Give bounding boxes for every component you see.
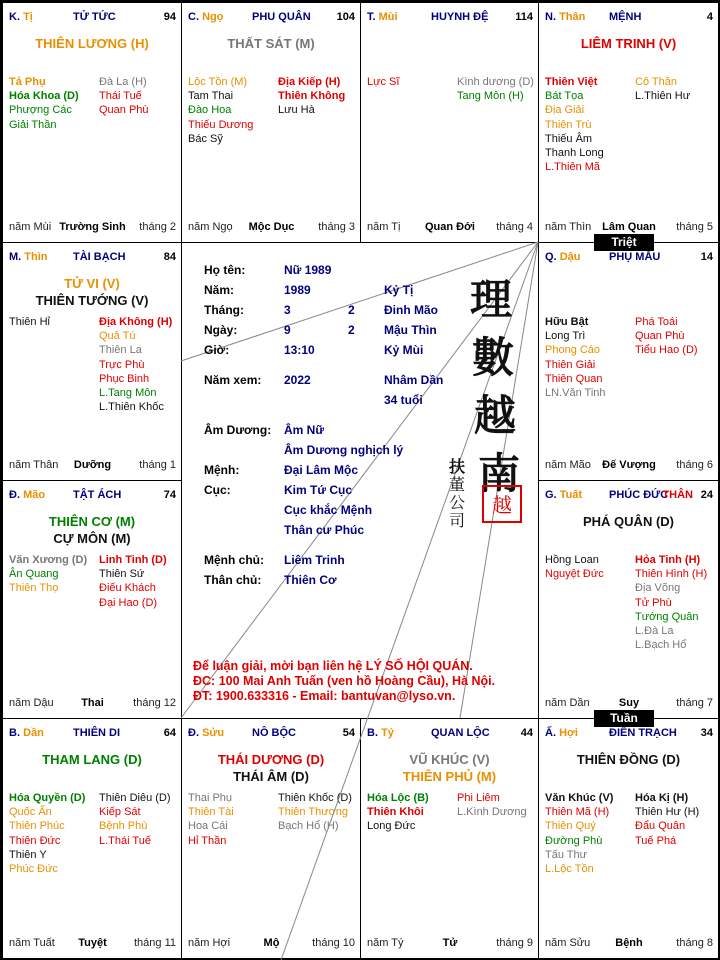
minor-star: Quan Phù	[635, 330, 685, 343]
palace-number: 64	[163, 727, 176, 739]
life-stage: Mộc Dục	[248, 221, 295, 233]
minor-star: Lưu Hà	[278, 104, 315, 117]
month-label: tháng 4	[496, 221, 533, 233]
minor-star: Tấu Thư	[545, 848, 588, 861]
day-can: Mậu Thìn	[384, 323, 437, 337]
branch-label: Mùi	[378, 11, 398, 23]
minor-star: Hồng Loan	[545, 554, 599, 566]
contact-info	[193, 659, 495, 704]
svg-text:數: 數	[471, 333, 515, 382]
can-label: Ấ.	[545, 727, 556, 739]
year-range: năm Dần	[545, 697, 590, 709]
palace-number: 94	[163, 11, 176, 23]
minor-star: Thai Phụ	[188, 792, 233, 804]
minor-star: Thiên Tài	[188, 806, 234, 819]
month-label: tháng 6	[676, 459, 713, 471]
minor-star: Địa Giải	[545, 104, 585, 117]
minor-star: Bát Tọa	[545, 90, 584, 103]
minor-star: Tam Thai	[188, 90, 234, 103]
minor-star: Đà La (H)	[99, 76, 147, 88]
minor-star: Tuế Phá	[635, 834, 677, 847]
life-stage: Bệnh	[615, 937, 643, 949]
minor-star: Thiên Khôi	[367, 806, 424, 819]
palace-number: 14	[700, 251, 713, 263]
svg-text:公: 公	[448, 493, 466, 512]
palace-name: TÀI BẠCH	[73, 251, 126, 263]
life-stage: Suy	[618, 697, 640, 709]
amduong-value: Âm Nữ	[284, 423, 325, 437]
thanchu-value: Thiên Cơ	[284, 573, 337, 587]
year-range: năm Thân	[9, 459, 59, 471]
minor-star: L.Thiên Mã	[545, 161, 601, 174]
contact-line-2: ĐC: 100 Mai Anh Tuấn (ven hồ Hoàng Cầu), Hà Nội.	[193, 674, 496, 688]
minor-star: Hoa Cái	[188, 820, 228, 833]
minor-star: Thiên Hình (H)	[635, 568, 708, 581]
minor-star: Phong Cáo	[545, 344, 601, 357]
hour-can: Kỷ Mùi	[384, 343, 424, 357]
minor-star: Long Đức	[367, 820, 416, 833]
minor-star: Lộc Tồn (M)	[188, 76, 248, 88]
menhchu-label: Mệnh chủ:	[204, 553, 264, 567]
minor-star: LN.Văn Tinh	[545, 386, 606, 399]
minor-star: Bệnh Phù	[99, 820, 148, 833]
view-year-can: Nhâm Dần	[384, 373, 444, 387]
minor-star: L.Thái Tuế	[99, 834, 151, 847]
palace-name: NÔ BỘC	[252, 727, 296, 739]
name-value: Nữ 1989	[284, 263, 332, 277]
life-stage: Dưỡng	[73, 459, 112, 471]
minor-star: Văn Khúc (V)	[545, 792, 614, 804]
cuc-label: Cục:	[204, 483, 231, 497]
contact-line-1: Để luận giải, mời bạn liên hệ LÝ SỐ HỘI QUÁN.	[193, 659, 473, 673]
minor-star: L.Kình Dương	[457, 806, 527, 819]
main-star: THÁI ÂM (D)	[233, 769, 309, 784]
palace-number: 84	[163, 251, 176, 263]
month-can: Đinh Mão	[384, 303, 438, 317]
month-label: Tháng:	[204, 303, 244, 317]
minor-star: Thiếu Dương	[188, 118, 254, 131]
month-label: tháng 2	[139, 221, 176, 233]
minor-star: L.Thiên Khốc	[99, 401, 164, 414]
minor-star: Phục Binh	[99, 372, 150, 385]
minor-star: Thiên La	[99, 344, 142, 357]
minor-star: Lực Sĩ	[367, 76, 400, 88]
palace-name: PHỤ MẪU	[609, 251, 661, 263]
can-label: Q.	[545, 251, 557, 263]
amduong-note: Âm Dương nghịch lý	[284, 443, 404, 457]
main-star: THIÊN PHỦ (M)	[402, 769, 497, 784]
minor-star: Đào Hoa	[188, 104, 232, 117]
svg-text:南: 南	[477, 449, 521, 498]
svg-text:越: 越	[473, 391, 517, 440]
minor-star: Hóa Kị (H)	[635, 792, 689, 804]
year-can: Kỷ Tị	[384, 283, 414, 297]
minor-star: Hữu Bật	[545, 316, 589, 328]
palace-number: 4	[706, 11, 713, 23]
minor-star: Giải Thần	[9, 118, 57, 131]
minor-star: Thanh Long	[545, 146, 604, 159]
minor-star: Quan Phù	[99, 104, 149, 117]
month-label: tháng 10	[312, 937, 355, 949]
main-star: THÁI DƯƠNG (D)	[217, 752, 325, 767]
main-star: THẤT SÁT (M)	[227, 36, 315, 51]
month-label: tháng 9	[496, 937, 533, 949]
month-lunar: 2	[348, 303, 355, 317]
svg-text:扶: 扶	[448, 457, 466, 476]
can-label: M.	[9, 251, 22, 263]
month-label: tháng 8	[676, 937, 713, 949]
branch-label: Thân	[559, 11, 586, 23]
svg-text:越: 越	[492, 493, 512, 517]
branch-label: Sửu	[202, 727, 225, 739]
main-star: LIÊM TRINH (V)	[580, 36, 677, 51]
main-star: THIÊN ĐỒNG (D)	[576, 752, 681, 767]
main-star: TỬ VI (V)	[64, 276, 120, 291]
month-label: tháng 12	[133, 697, 176, 709]
svg-text:司: 司	[448, 511, 466, 530]
branch-label: Dần	[23, 727, 44, 739]
life-stage: Đế Vượng	[602, 459, 656, 471]
branch-label: Thìn	[24, 251, 48, 263]
month-label: tháng 11	[133, 937, 176, 949]
age: 34 tuổi	[384, 393, 423, 407]
day-lunar: 2	[348, 323, 355, 337]
month-label: tháng 1	[139, 459, 176, 471]
minor-star: Thiên Trù	[545, 118, 592, 131]
life-stage: Tuyệt	[78, 937, 107, 949]
month-value: 3	[284, 303, 291, 317]
minor-star: Đẩu Quân	[635, 820, 686, 833]
triet-tag: Triệt	[594, 234, 654, 251]
minor-star: Đại Hao (D)	[99, 596, 158, 609]
minor-star: Bác Sỹ	[188, 132, 223, 145]
palace-name: QUAN LỘC	[431, 727, 490, 739]
palace-number: 104	[336, 11, 355, 23]
minor-star: Phi Liêm	[457, 792, 500, 804]
life-stage: Trường Sinh	[59, 221, 126, 233]
branch-label: Tý	[381, 727, 394, 739]
year-value: 1989	[284, 283, 311, 297]
year-range: năm Tị	[367, 221, 401, 233]
year-range: năm Tuất	[9, 937, 55, 949]
life-stage: Thai	[81, 697, 104, 709]
calligraphy-seal-logo	[448, 272, 527, 542]
palace-number: 74	[163, 489, 176, 501]
minor-star: Thiên Quý	[545, 820, 596, 833]
minor-star: Kiếp Sát	[99, 806, 141, 819]
palace-name: HUYNH ĐỆ	[431, 11, 489, 23]
minor-star: L.Bạch Hổ	[635, 639, 687, 652]
hour-value: 13:10	[284, 343, 315, 357]
than-marker: THÂN	[662, 489, 693, 501]
minor-star: Điếu Khách	[99, 582, 156, 595]
minor-star: Thiên Hỉ	[9, 316, 50, 328]
minor-star: Cô Thần	[635, 76, 677, 88]
year-range: năm Hợi	[188, 937, 231, 949]
minor-star: Thiên Mã (H)	[545, 806, 610, 819]
cuc-note1: Cục khắc Mệnh	[284, 503, 373, 517]
minor-star: Linh Tinh (D)	[99, 554, 167, 566]
can-label: K.	[9, 11, 20, 23]
minor-star: Bạch Hổ (H)	[278, 820, 339, 833]
can-label: Đ.	[188, 727, 199, 739]
minor-star: Thiên Quan	[545, 372, 603, 385]
hour-label: Giờ:	[204, 343, 230, 357]
view-year-value: 2022	[284, 373, 311, 387]
minor-star: Địa Võng	[635, 582, 681, 595]
minor-star: Ân Quang	[9, 568, 59, 581]
palace-name: TỬ TỨC	[73, 11, 116, 23]
minor-star: Thiên Thọ	[9, 582, 59, 595]
minor-star: Tướng Quân	[635, 610, 699, 623]
name-label: Họ tên:	[204, 263, 246, 277]
minor-star: Tả Phụ	[9, 76, 46, 88]
can-label: B.	[9, 727, 20, 739]
minor-star: Thiên Phúc	[9, 820, 65, 833]
palace-name: ĐIỀN TRẠCH	[609, 727, 677, 739]
palace-number: 34	[700, 727, 713, 739]
minor-star: Hỉ Thần	[188, 834, 227, 847]
life-stage: Quan Đới	[425, 221, 475, 233]
tuan-tag: Tuần	[594, 710, 654, 727]
month-label: tháng 3	[318, 221, 355, 233]
palace-name: THIÊN DI	[73, 727, 121, 739]
month-label: tháng 7	[676, 697, 713, 709]
amduong-label: Âm Dương:	[204, 423, 272, 437]
minor-star: L.Thiên Hư	[635, 90, 691, 103]
minor-star: Thiên Giải	[545, 358, 596, 371]
year-label: Năm:	[204, 283, 235, 297]
minor-star: L.Đà La	[635, 624, 674, 637]
branch-label: Mão	[23, 489, 46, 501]
palace-number: 114	[515, 11, 533, 23]
day-label: Ngày:	[204, 323, 238, 337]
minor-star: Thái Tuế	[99, 90, 142, 103]
branch-label: Ngọ	[202, 11, 224, 23]
year-range: năm Tý	[367, 937, 404, 949]
can-label: Đ.	[9, 489, 20, 501]
year-range: năm Dậu	[9, 697, 54, 709]
minor-star: Thiên Hư (H)	[635, 806, 700, 819]
main-star: VŨ KHÚC (V)	[409, 752, 490, 767]
minor-star: Thiên Sứ	[99, 568, 145, 581]
minor-star: Thiên Thương	[278, 806, 349, 819]
minor-star: Hóa Lộc (B)	[367, 792, 429, 804]
minor-star: Hóa Quyền (D)	[9, 792, 86, 804]
thanchu-label: Thân chủ:	[204, 573, 262, 587]
minor-star: Thiên Diêu (D)	[99, 792, 171, 804]
minor-star: Thiên Đức	[9, 834, 61, 847]
minor-star: Thiên Việt	[545, 76, 598, 88]
minor-star: Tử Phù	[635, 596, 672, 609]
menh-label: Mệnh:	[204, 463, 240, 477]
minor-star: Thiên Khốc (D)	[278, 792, 352, 804]
can-label: N.	[545, 11, 556, 23]
palace-name: PHU QUÂN	[252, 11, 311, 23]
main-star: PHÁ QUÂN (D)	[583, 514, 674, 529]
minor-star: Thiên Y	[9, 848, 47, 861]
branch-label: Hợi	[559, 727, 578, 739]
life-stage: Lâm Quan	[602, 221, 656, 233]
minor-star: Kình dương (D)	[457, 76, 534, 88]
minor-star: Hỏa Tinh (H)	[635, 554, 701, 566]
day-value: 9	[284, 323, 291, 337]
year-range: năm Mão	[545, 459, 591, 471]
main-star: CỰ MÔN (M)	[53, 531, 131, 546]
can-label: G.	[545, 489, 557, 501]
can-label: T.	[367, 11, 376, 23]
main-star: THIÊN LƯƠNG (H)	[35, 36, 149, 51]
main-star: THIÊN TƯỚNG (V)	[35, 293, 149, 308]
minor-star: Quả Tú	[99, 330, 136, 343]
minor-star: Phá Toái	[635, 316, 678, 328]
minor-star: Phúc Đức	[9, 862, 58, 875]
svg-text:理: 理	[469, 275, 513, 324]
contact-line-3: ĐT: 1900.633316 - Email: bantuvan@lyso.vn.	[193, 689, 456, 703]
can-label: C.	[188, 11, 199, 23]
palace-number: 24	[700, 489, 713, 501]
minor-star: Thiên Không	[278, 90, 346, 103]
life-stage: Mộ	[263, 937, 280, 949]
life-stage: Tử	[442, 937, 458, 949]
minor-star: Thiếu Âm	[545, 132, 593, 145]
palace-number: 44	[520, 727, 533, 739]
palace-number: 54	[342, 727, 355, 739]
svg-text:董: 董	[448, 475, 466, 494]
minor-star: Trực Phù	[99, 358, 145, 371]
minor-star: L.Lộc Tồn	[545, 862, 594, 875]
month-label: tháng 5	[676, 221, 713, 233]
minor-star: Văn Xương (D)	[9, 554, 88, 566]
menhchu-value: Liêm Trinh	[284, 553, 345, 567]
palace-name: PHÚC ĐỨC	[609, 489, 669, 501]
view-year-label: Năm xem:	[204, 373, 262, 387]
cuc-note2: Thân cư Phúc	[284, 523, 365, 537]
minor-star: Nguyệt Đức	[545, 568, 604, 581]
minor-star: Tiểu Hao (D)	[635, 344, 698, 357]
minor-star: Địa Kiếp (H)	[278, 76, 341, 88]
minor-star: Long Trì	[545, 330, 586, 343]
year-range: năm Thìn	[545, 221, 592, 233]
year-range: năm Sửu	[545, 937, 591, 949]
minor-star: Hóa Khoa (D)	[9, 90, 79, 103]
branch-label: Tị	[23, 11, 33, 23]
minor-star: L.Tang Môn	[99, 386, 157, 399]
minor-star: Tang Môn (H)	[457, 90, 524, 103]
minor-star: Quốc Ấn	[9, 806, 52, 819]
palace-name: TẬT ÁCH	[73, 489, 122, 501]
main-star: THAM LANG (D)	[42, 752, 142, 767]
year-range: năm Mùi	[9, 221, 52, 233]
year-range: năm Ngọ	[188, 221, 233, 233]
branch-label: Dậu	[559, 251, 581, 263]
menh-value: Đại Lâm Mộc	[284, 463, 359, 477]
branch-label: Tuất	[559, 489, 583, 501]
minor-star: Đường Phù	[545, 834, 603, 847]
can-label: B.	[367, 727, 378, 739]
minor-star: Địa Không (H)	[99, 316, 173, 328]
minor-star: Phượng Các	[9, 104, 72, 117]
main-star: THIÊN CƠ (M)	[48, 514, 136, 529]
palace-name: MỆNH	[609, 11, 642, 23]
cuc-value: Kim Tứ Cục	[284, 483, 353, 497]
